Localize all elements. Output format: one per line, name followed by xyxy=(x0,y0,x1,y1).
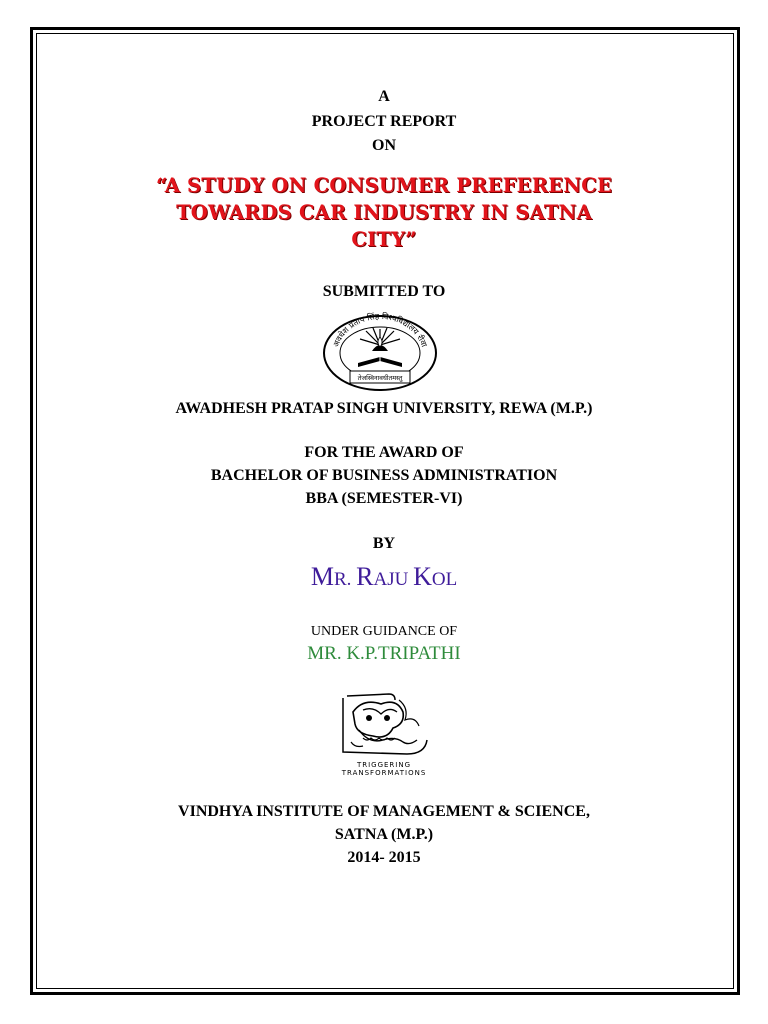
header-project-report: PROJECT REPORT xyxy=(311,113,457,130)
award-degree: BACHELOR OF BUSINESS ADMINISTRATION xyxy=(210,467,558,484)
academic-session: 2014- 2015 xyxy=(347,849,421,866)
institute-name: VINDHYA INSTITUTE OF MANAGEMENT & SCIENCE, xyxy=(178,803,590,820)
award-semester: BBA (SEMESTER-VI) xyxy=(305,490,463,507)
student-name-raju-rest: AJU xyxy=(373,569,414,590)
report-title-line2: TOWARDS CAR INDUSTRY IN SATNA xyxy=(176,201,592,224)
guide-name: MR. K.P.TRIPATHI xyxy=(307,643,461,664)
seal-text-top: अवधेश प्रताप सिंह विश्वविद्यालय रीवा xyxy=(331,311,429,349)
institute-logo-icon xyxy=(333,690,433,760)
university-name: AWADHESH PRATAP SINGH UNIVERSITY, REWA (M.P.) xyxy=(175,400,593,417)
report-title-line3: CITY” xyxy=(351,228,417,251)
header-a: A xyxy=(378,88,390,105)
award-line1: FOR THE AWARD OF xyxy=(304,444,464,461)
institute-tagline-1: TRIGGERING xyxy=(356,761,412,769)
institute-tagline-2: TRANSFORMATIONS xyxy=(341,769,427,777)
student-name-raju-initial: R xyxy=(356,562,374,591)
submitted-to-label: SUBMITTED TO xyxy=(322,283,446,300)
institute-city: SATNA (M.P.) xyxy=(334,826,434,843)
under-guidance-label: UNDER GUIDANCE OF xyxy=(310,624,458,639)
report-title-line1: “A STUDY ON CONSUMER PREFERENCE xyxy=(155,174,613,197)
student-name-m: M xyxy=(310,562,334,591)
student-name-kol-rest: OL xyxy=(431,569,458,590)
header-on: ON xyxy=(372,137,396,154)
seal-text-bottom: तेजस्विनावधीतमस्तु xyxy=(357,374,403,382)
student-name-r: R. xyxy=(333,569,357,590)
by-label: BY xyxy=(372,535,396,552)
student-name xyxy=(0,562,768,592)
student-name-kol-initial: K xyxy=(413,562,432,591)
university-seal-icon xyxy=(320,311,440,391)
